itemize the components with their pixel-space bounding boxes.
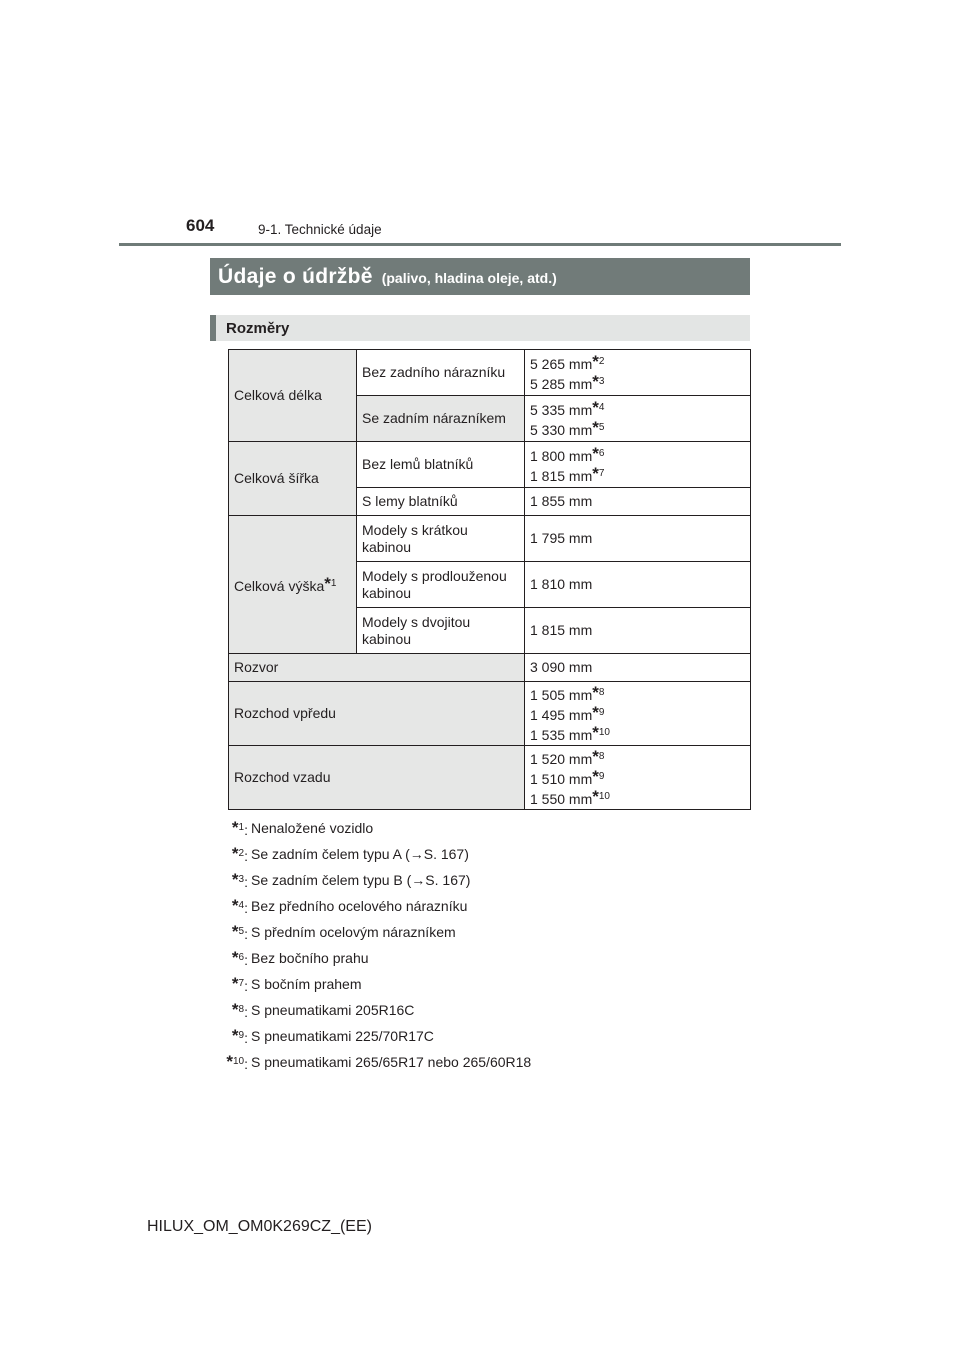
value-text: 1 800 mm bbox=[530, 447, 593, 464]
value-cell: 1 815 mm bbox=[525, 608, 751, 654]
table-row bbox=[229, 746, 751, 810]
header-rule bbox=[119, 243, 841, 246]
footnote-item bbox=[218, 997, 758, 1023]
footnote-marker: *$^9$: bbox=[231, 1026, 248, 1046]
document-code: HILUX_OM_OM0K269CZ_(EE) bbox=[147, 1218, 372, 1235]
footnote-text: S pneumatikami 265/65R17 nebo 265/60R18 bbox=[251, 1054, 532, 1070]
footnote-text: Nenaložené vozidlo bbox=[251, 820, 374, 836]
footnote-ref: 8 bbox=[598, 686, 605, 698]
footnote-marker: *$^4$: bbox=[231, 896, 248, 916]
footnote-text: Bez předního ocelového nárazníku bbox=[251, 898, 468, 914]
footnote-text: S pneumatikami 225/70R17C bbox=[251, 1028, 434, 1044]
value-text: 1 505 mm bbox=[530, 686, 593, 703]
table-row bbox=[229, 350, 751, 396]
page-number: 604 bbox=[186, 216, 215, 235]
table-row bbox=[229, 442, 751, 488]
row-label-text: Celková výška bbox=[234, 577, 325, 594]
value-text: 5 265 mm bbox=[530, 355, 593, 372]
value-text: 1 510 mm bbox=[530, 770, 593, 787]
value-cell: 1 855 mm bbox=[525, 488, 751, 516]
value-cell: 1 810 mm bbox=[525, 562, 751, 608]
section-label: 9-1. Technické údaje bbox=[258, 222, 382, 237]
footnote-marker: *$^1$: bbox=[231, 818, 248, 838]
footnote-marker: *$^2$: bbox=[231, 844, 248, 864]
footnote-item bbox=[218, 867, 758, 893]
footnote-star: * bbox=[592, 682, 599, 702]
value-cell bbox=[525, 682, 751, 746]
page-title-bar bbox=[210, 258, 750, 295]
footnotes bbox=[218, 815, 758, 1075]
condition-cell: Bez lemů blatníků bbox=[357, 442, 525, 488]
value-cell bbox=[525, 442, 751, 488]
condition-cell: Se zadním nárazníkem bbox=[357, 396, 525, 442]
footnote-item bbox=[218, 1049, 758, 1075]
condition-cell: Modely s prodlouženou kabinou bbox=[357, 562, 525, 608]
footnote-marker: *$^5$: bbox=[231, 922, 248, 942]
footnote-text: S pneumatikami 205R16C bbox=[251, 1002, 415, 1018]
footnote-text: S bočním prahem bbox=[251, 976, 362, 992]
condition-cell: S lemy blatníků bbox=[357, 488, 525, 516]
footnote-text: S předním ocelovým nárazníkem bbox=[251, 924, 456, 940]
condition-cell: Bez zadního nárazníku bbox=[357, 350, 525, 396]
footnote-ref: 7 bbox=[598, 467, 605, 479]
footnote-item bbox=[218, 893, 758, 919]
footnote-star: * bbox=[592, 746, 599, 766]
footnote-text: Se zadním čelem typu A (→S. 167) bbox=[251, 846, 469, 862]
footnote-item bbox=[218, 971, 758, 997]
row-label: Rozchod vzadu bbox=[229, 746, 525, 810]
footnote-star: * bbox=[592, 786, 599, 806]
footnote-ref: 8 bbox=[598, 750, 605, 762]
value-cell: 3 090 mm bbox=[525, 654, 751, 682]
footnote-text: Se zadním čelem typu B (→S. 167) bbox=[251, 872, 471, 888]
footnote-star: * bbox=[592, 443, 599, 463]
footnote-star: * bbox=[592, 371, 599, 391]
footnote-marker: *$^7$: bbox=[231, 974, 248, 994]
footnote-ref: 4 bbox=[598, 401, 605, 413]
footnote-item bbox=[218, 1023, 758, 1049]
footnote-star: * bbox=[592, 766, 599, 786]
section-heading: Rozměry bbox=[210, 315, 750, 341]
row-label: Celková délka bbox=[229, 350, 357, 442]
value-cell bbox=[525, 396, 751, 442]
footnote-star: * bbox=[592, 722, 599, 742]
footnote-star: * bbox=[592, 397, 599, 417]
condition-cell: Modely s dvojitou kabinou bbox=[357, 608, 525, 654]
value-text: 5 330 mm bbox=[530, 421, 593, 438]
footnote-star: * bbox=[592, 702, 599, 722]
row-label: Celková šířka bbox=[229, 442, 357, 516]
footnote-item bbox=[218, 841, 758, 867]
footnote-ref: 3 bbox=[598, 375, 605, 387]
footnote-ref: 9 bbox=[598, 770, 605, 782]
footnote-marker: *$^6$: bbox=[231, 948, 248, 968]
value-text: 5 335 mm bbox=[530, 401, 593, 418]
value-cell: 1 795 mm bbox=[525, 516, 751, 562]
row-label: Rozvor bbox=[229, 654, 525, 682]
value-text: 1 520 mm bbox=[530, 750, 593, 767]
footnote-ref: 9 bbox=[598, 706, 605, 718]
footnote-marker: *$^3$: bbox=[231, 870, 248, 890]
footnote-ref: 10 bbox=[598, 726, 610, 738]
table-row bbox=[229, 654, 751, 682]
footnote-text: Bez bočního prahu bbox=[251, 950, 369, 966]
table-row bbox=[229, 682, 751, 746]
footnote-ref: 6 bbox=[598, 447, 605, 459]
condition-cell: Modely s krátkou kabinou bbox=[357, 516, 525, 562]
footnote-marker: *$^8$: bbox=[231, 1000, 248, 1020]
footnote-ref: 1 bbox=[330, 577, 337, 589]
footnote-star: * bbox=[592, 351, 599, 371]
footnote-ref: 5 bbox=[598, 421, 605, 433]
footnote-ref: 2 bbox=[598, 355, 605, 367]
footnote-item bbox=[218, 945, 758, 971]
value-text: 1 535 mm bbox=[530, 726, 593, 743]
footnote-star: * bbox=[324, 573, 331, 593]
dimensions-table bbox=[228, 349, 751, 810]
value-cell bbox=[525, 746, 751, 810]
row-label bbox=[229, 516, 357, 654]
value-text: 5 285 mm bbox=[530, 375, 593, 392]
footnote-star: * bbox=[592, 417, 599, 437]
footnote-star: * bbox=[592, 463, 599, 483]
value-cell bbox=[525, 350, 751, 396]
table-row bbox=[229, 516, 751, 562]
row-label: Rozchod vpředu bbox=[229, 682, 525, 746]
footnote-ref: 10 bbox=[598, 790, 610, 802]
footnote-item bbox=[218, 919, 758, 945]
page-subtitle: (palivo, hladina oleje, atd.) bbox=[381, 270, 557, 286]
value-text: 1 815 mm bbox=[530, 467, 593, 484]
page-title: Údaje o údržbě bbox=[218, 264, 373, 288]
value-text: 1 550 mm bbox=[530, 790, 593, 807]
footnote-item bbox=[218, 815, 758, 841]
value-text: 1 495 mm bbox=[530, 706, 593, 723]
footnote-marker: *$^{10}$: bbox=[226, 1052, 248, 1072]
